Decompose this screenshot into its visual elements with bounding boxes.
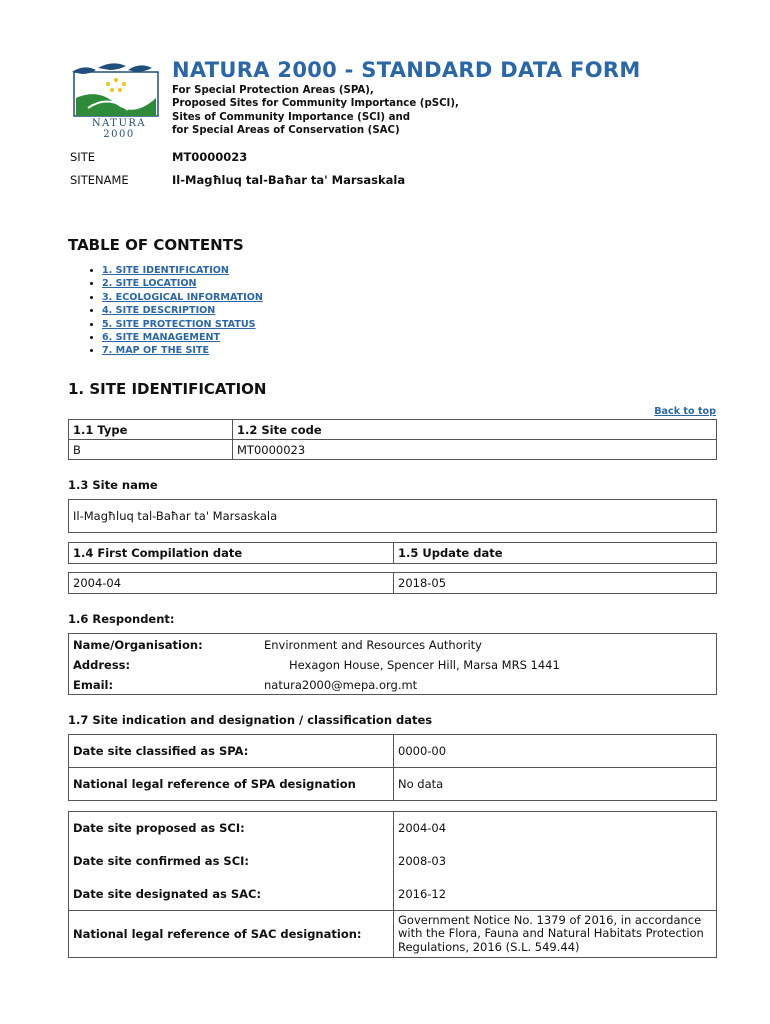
subtitle-line: Proposed Sites for Community Importance (pSCI), <box>172 98 459 110</box>
subtitle-line: Sites of Community Importance (SCI) and <box>172 111 411 123</box>
first-compilation-header: 1.4 First Compilation date <box>69 543 394 564</box>
sci-proposed-value: 2004-04 <box>394 812 717 845</box>
sac-reference-value: Government Notice No. 1379 of 2016, in accordance with the Flora, Fauna and Natural Habitats Protection Regulations, 2016 (S.L. 549.44) <box>394 911 717 958</box>
sac-designated-label: Date site designated as SAC: <box>69 878 394 911</box>
spa-reference-label: National legal reference of SPA designation <box>69 768 394 801</box>
first-compilation-value: 2004-04 <box>69 573 394 594</box>
toc-list <box>70 264 263 358</box>
sitename-label: SITENAME <box>70 173 129 187</box>
toc-link-map-of-the-site[interactable]: 7. MAP OF THE SITE <box>102 345 210 357</box>
respondent-label: 1.6 Respondent: <box>68 612 175 626</box>
compilation-date-value-table <box>68 572 717 594</box>
dates-label: 1.7 Site indication and designation / classification dates <box>68 713 433 727</box>
sci-proposed-label: Date site proposed as SCI: <box>69 812 394 845</box>
address-label: Address: <box>73 658 131 672</box>
toc-item <box>102 277 263 290</box>
site-name-label: 1.3 Site name <box>68 478 158 492</box>
type-header: 1.1 Type <box>69 420 233 440</box>
toc-link-site-description[interactable]: 4. SITE DESCRIPTION <box>102 305 216 317</box>
toc-link-site-protection-status[interactable]: 5. SITE PROTECTION STATUS <box>102 318 256 330</box>
subtitle-line: For Special Protection Areas (SPA), <box>172 85 374 96</box>
toc-item <box>102 264 263 277</box>
spa-reference-value: No data <box>394 768 717 801</box>
email-label: Email: <box>73 678 114 692</box>
email-value: natura2000@mepa.org.mt <box>264 678 418 692</box>
subtitle <box>172 84 459 137</box>
sitename-value: Il-Magħluq tal-Baħar ta' Marsaskala <box>172 173 406 187</box>
site-code-value: MT0000023 <box>233 440 717 460</box>
sac-reference-label: National legal reference of SAC designation: <box>69 911 394 958</box>
compilation-date-header-table <box>68 542 717 564</box>
toc-item <box>102 344 263 357</box>
back-to-top-link[interactable]: Back to top <box>654 406 716 417</box>
sac-table <box>68 811 717 958</box>
spa-classified-value: 0000-00 <box>394 735 717 768</box>
toc-item <box>102 331 263 344</box>
toc-link-site-identification[interactable]: 1. SITE IDENTIFICATION <box>102 265 229 276</box>
respondent-box <box>68 633 717 695</box>
toc-heading: TABLE OF CONTENTS <box>68 236 244 254</box>
site-label: SITE <box>70 150 95 164</box>
toc-link-ecological-information[interactable]: 3. ECOLOGICAL INFORMATION <box>102 291 263 303</box>
update-date-header: 1.5 Update date <box>394 543 717 564</box>
site-name-value: Il-Magħluq tal-Baħar ta' Marsaskala <box>68 499 717 533</box>
site-code-header: 1.2 Site code <box>233 420 717 440</box>
sci-confirmed-label: Date site confirmed as SCI: <box>69 845 394 878</box>
toc-link-site-location[interactable]: 2. SITE LOCATION <box>102 278 197 290</box>
org-value: Environment and Resources Authority <box>264 638 482 652</box>
toc-item <box>102 318 263 331</box>
spa-classified-label: Date site classified as SPA: <box>69 735 394 768</box>
subtitle-line: for Special Areas of Conservation (SAC) <box>172 124 400 136</box>
toc-item <box>102 291 263 304</box>
site-value: MT0000023 <box>172 150 248 164</box>
page-title: NATURA 2000 - STANDARD DATA FORM <box>172 58 641 82</box>
toc-link-site-management[interactable]: 6. SITE MANAGEMENT <box>102 332 221 344</box>
update-date-value: 2018-05 <box>394 573 717 594</box>
type-value: B <box>69 440 233 460</box>
natura-2000-logo <box>68 58 164 140</box>
section-heading: 1. SITE IDENTIFICATION <box>68 380 267 398</box>
toc-item <box>102 304 263 317</box>
logo-text: NATURA 2000 <box>91 118 147 140</box>
address-value: Hexagon House, Spencer Hill, Marsa MRS 1441 <box>289 658 560 672</box>
type-code-table <box>68 419 717 460</box>
sci-confirmed-value: 2008-03 <box>394 845 717 878</box>
spa-table <box>68 734 717 801</box>
sac-designated-value: 2016-12 <box>394 878 717 911</box>
org-label: Name/Organisation: <box>73 638 203 652</box>
